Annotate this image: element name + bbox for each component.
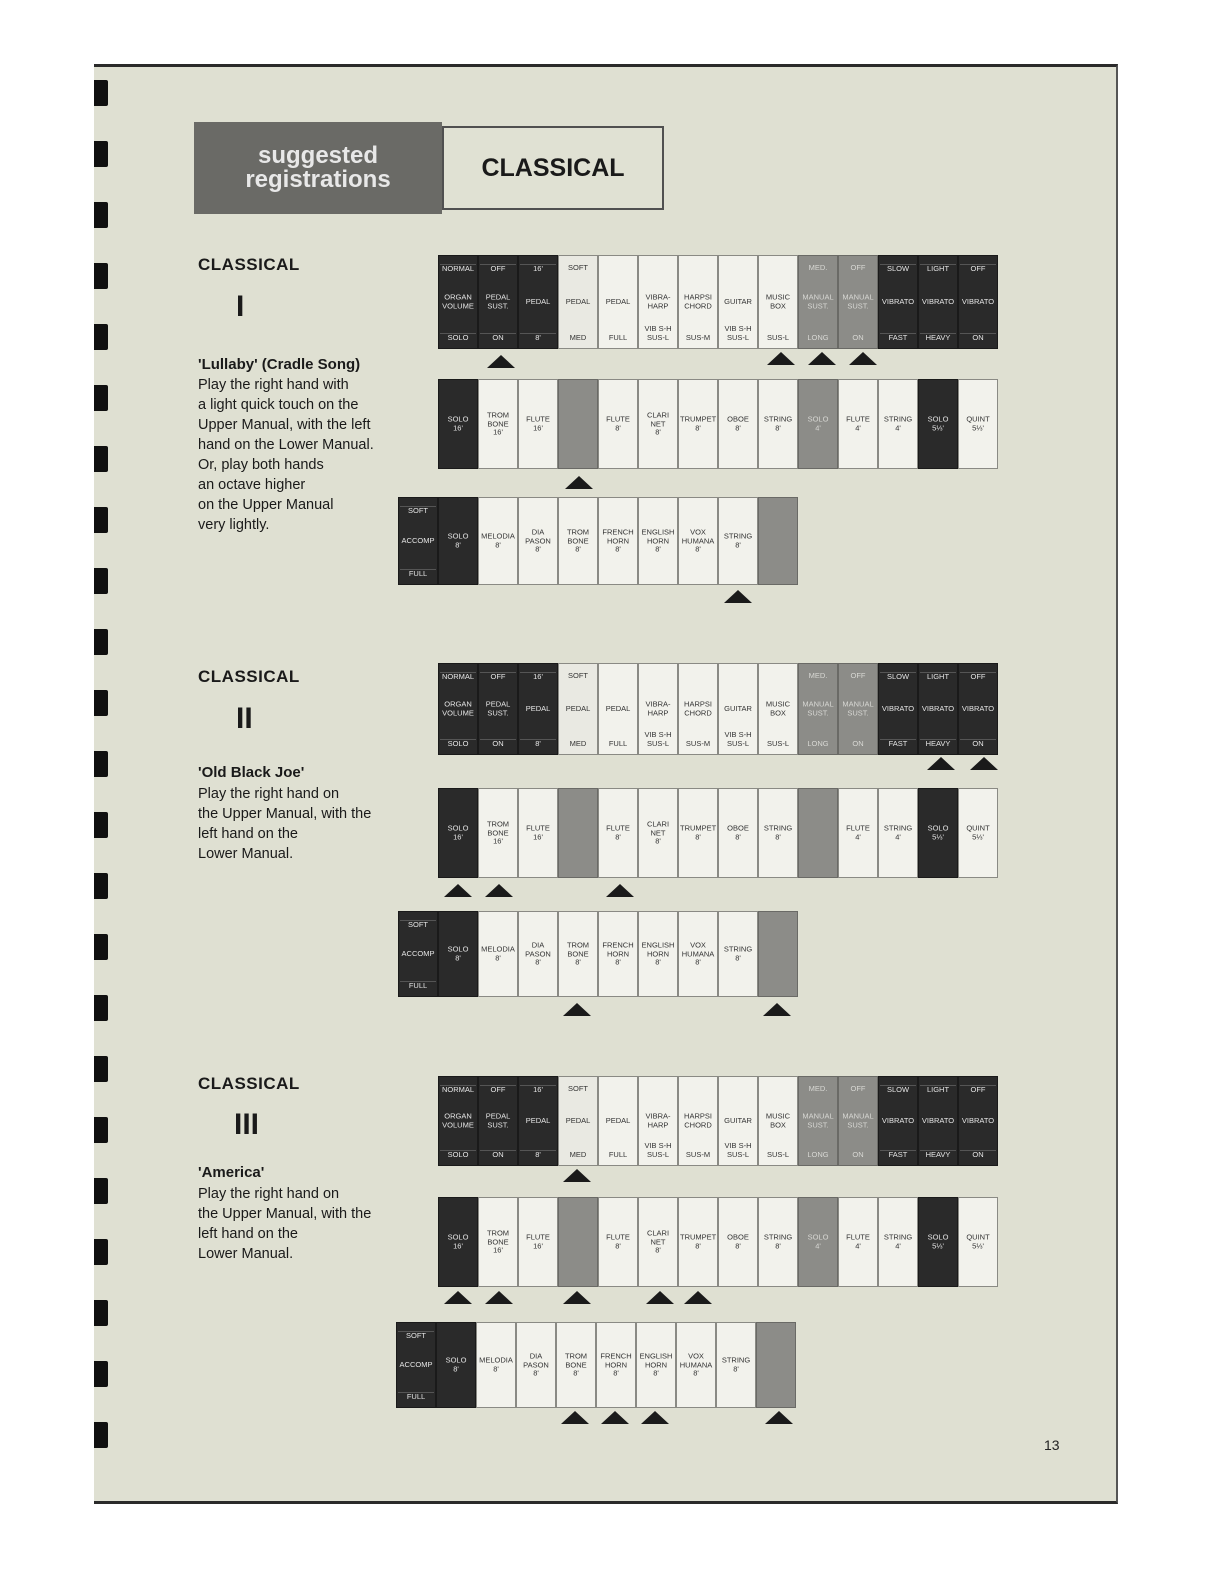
tab-trombone-16[interactable]: TROM BONE 16' — [478, 379, 518, 469]
tab-accomp[interactable]: SOFT ACCOMP FULL — [396, 1322, 436, 1408]
tab-pedal-full[interactable]: PEDAL FULL — [598, 1076, 638, 1166]
tab-guitar[interactable]: GUITAR VIB S-H SUS-L — [718, 255, 758, 349]
tab-melodia[interactable]: MELODIA 8' — [476, 1322, 516, 1408]
arrow-indicator — [927, 757, 955, 770]
tab-vibrato-on[interactable]: OFF VIBRATO ON — [958, 255, 998, 349]
arrow-indicator — [763, 1003, 791, 1016]
tab-vibraharp[interactable]: VIBRA- HARP VIB S-H SUS-L — [638, 255, 678, 349]
binding-ring — [94, 141, 108, 167]
tab-blank[interactable] — [558, 788, 598, 878]
upper-manual-row — [438, 1197, 998, 1287]
section-1-description: Play the right hand with a light quick touch on the Upper Manual, with the left hand on the Lower Manual. Or, play both hands an octave higher on the Upper Manual very lightly. — [198, 377, 374, 533]
tab-solo-5[interactable]: SOLO 5⅓' — [918, 788, 958, 878]
lower-manual-row — [398, 911, 798, 997]
binding-ring — [94, 385, 108, 411]
binding-ring — [94, 1178, 108, 1204]
tab-flute-16[interactable]: FLUTE 16' — [518, 379, 558, 469]
tab-string-lower[interactable]: STRING 8' — [718, 911, 758, 997]
tab-solo-4[interactable]: SOLO 4' — [798, 379, 838, 469]
tab-trombone-16[interactable]: TROM BONE 16' — [478, 788, 518, 878]
header-title: CLASSICAL — [442, 126, 664, 210]
tab-clarinet-8[interactable]: CLARI NET 8' — [638, 788, 678, 878]
tab-blank[interactable] — [798, 788, 838, 878]
binding-ring — [94, 1422, 108, 1448]
tab-pedal-full[interactable]: PEDAL FULL — [598, 663, 638, 755]
binding-ring — [94, 1117, 108, 1143]
binding-ring — [94, 873, 108, 899]
tab-vibrato-heavy[interactable]: LIGHT VIBRATO HEAVY — [918, 663, 958, 755]
tab-vibrato-heavy[interactable]: LIGHT VIBRATO HEAVY — [918, 255, 958, 349]
section-3-description: Play the right hand on the Upper Manual, with the left hand on the Lower Manual. — [198, 1186, 372, 1262]
tab-english-horn[interactable]: ENGLISH HORN 8' — [636, 1322, 676, 1408]
tab-string-8[interactable]: STRING 8' — [758, 1197, 798, 1287]
tab-vox-humana[interactable]: VOX HUMANA 8' — [678, 497, 718, 585]
tab-music-box[interactable]: MUSIC BOX SUS-L — [758, 663, 798, 755]
tab-trombone-8[interactable]: TROM BONE 8' — [558, 911, 598, 997]
arrow-indicator — [684, 1291, 712, 1304]
arrow-indicator — [601, 1411, 629, 1424]
tab-vox-humana[interactable]: VOX HUMANA 8' — [676, 1322, 716, 1408]
tab-manual-sust-long[interactable]: MED. MANUAL SUST. LONG — [798, 663, 838, 755]
tab-pedal-16[interactable]: 16' PEDAL 8' — [518, 255, 558, 349]
tab-solo-8[interactable]: SOLO 8' — [436, 1322, 476, 1408]
arrow-indicator — [563, 1169, 591, 1182]
tab-vibrato-on[interactable]: OFF VIBRATO ON — [958, 663, 998, 755]
tab-french-horn[interactable]: FRENCH HORN 8' — [598, 497, 638, 585]
section-3-roman: III — [234, 1108, 260, 1141]
tab-diapason[interactable]: DIA PASON 8' — [518, 497, 558, 585]
tab-trombone-8[interactable]: TROM BONE 8' — [558, 497, 598, 585]
tab-solo-4[interactable]: SOLO 4' — [798, 1197, 838, 1287]
tab-pedal-16[interactable]: 16' PEDAL 8' — [518, 1076, 558, 1166]
arrow-indicator — [561, 1411, 589, 1424]
section-1-title: CLASSICAL — [198, 255, 300, 274]
section-2-song: 'Old Black Joe' — [198, 764, 305, 781]
tab-vibrato-fast[interactable]: SLOW VIBRATO FAST — [878, 663, 918, 755]
tab-clarinet-8[interactable]: CLARI NET 8' — [638, 1197, 678, 1287]
tab-manual-sust-on[interactable]: OFF MANUAL SUST. ON — [838, 255, 878, 349]
binding-ring — [94, 446, 108, 472]
section-3-title: CLASSICAL — [198, 1074, 300, 1093]
header-line1: suggested — [257, 142, 379, 169]
arrow-indicator — [487, 355, 515, 368]
tab-trumpet-8[interactable]: TRUMPET 8' — [678, 788, 718, 878]
binding-ring — [94, 934, 108, 960]
tab-solo-16[interactable]: SOLO 16' — [438, 788, 478, 878]
tab-french-horn[interactable]: FRENCH HORN 8' — [598, 911, 638, 997]
tab-flute-4[interactable]: FLUTE 4' — [838, 379, 878, 469]
tab-manual-sust-on[interactable]: OFF MANUAL SUST. ON — [838, 1076, 878, 1166]
arrow-indicator — [767, 352, 795, 365]
binding-ring — [94, 568, 108, 594]
tab-music-box[interactable]: MUSIC BOX SUS-L — [758, 255, 798, 349]
binding-ring — [94, 751, 108, 777]
tab-flute-4[interactable]: FLUTE 4' — [838, 788, 878, 878]
binding-ring — [94, 1300, 108, 1326]
tab-quint[interactable]: QUINT 5⅓' — [958, 1197, 998, 1287]
tab-flute-8[interactable]: FLUTE 8' — [598, 379, 638, 469]
tab-oboe-8[interactable]: OBOE 8' — [718, 788, 758, 878]
tab-string-4[interactable]: STRING 4' — [878, 379, 918, 469]
binding-ring — [94, 629, 108, 655]
tab-trombone-8[interactable]: TROM BONE 8' — [556, 1322, 596, 1408]
arrow-indicator — [970, 757, 998, 770]
tab-vox-humana[interactable]: VOX HUMANA 8' — [678, 911, 718, 997]
binding-ring — [94, 1361, 108, 1387]
tab-pedal-med[interactable]: SOFT PEDAL MED — [558, 255, 598, 349]
section-3-song: 'America' — [198, 1164, 265, 1181]
tab-diapason[interactable]: DIA PASON 8' — [516, 1322, 556, 1408]
tab-vibrato-on[interactable]: OFF VIBRATO ON — [958, 1076, 998, 1166]
tab-flute-8[interactable]: FLUTE 8' — [598, 788, 638, 878]
arrow-indicator — [563, 1291, 591, 1304]
tab-pedal-sust[interactable]: OFF PEDAL SUST. ON — [478, 663, 518, 755]
arrow-indicator — [849, 352, 877, 365]
tab-blank[interactable] — [758, 497, 798, 585]
arrow-indicator — [485, 884, 513, 897]
page-header — [194, 122, 666, 214]
tab-trombone-16[interactable]: TROM BONE 16' — [478, 1197, 518, 1287]
binding-ring — [94, 995, 108, 1021]
tab-quint[interactable]: QUINT 5⅓' — [958, 788, 998, 878]
page-number: 13 — [1044, 1437, 1060, 1453]
binding-ring — [94, 1056, 108, 1082]
arrow-indicator — [646, 1291, 674, 1304]
tab-vibrato-fast[interactable]: SLOW VIBRATO FAST — [878, 255, 918, 349]
section-2-description: Play the right hand on the Upper Manual, with the left hand on the Lower Manual. — [198, 786, 372, 862]
section-1-roman: I — [236, 290, 245, 323]
pedal-control-row — [438, 663, 998, 755]
tab-string-lower[interactable]: STRING 8' — [716, 1322, 756, 1408]
tab-blank[interactable] — [758, 911, 798, 997]
binding-ring — [94, 690, 108, 716]
arrow-indicator — [485, 1291, 513, 1304]
tab-harpsichord[interactable]: HARPSI CHORD SUS-M — [678, 255, 718, 349]
binding-ring — [94, 263, 108, 289]
lower-manual-row — [398, 497, 798, 585]
arrow-indicator — [641, 1411, 669, 1424]
tab-pedal-sust[interactable]: OFF PEDAL SUST. ON — [478, 255, 518, 349]
tab-english-horn[interactable]: ENGLISH HORN 8' — [638, 911, 678, 997]
arrow-indicator — [765, 1411, 793, 1424]
tab-vibrato-fast[interactable]: SLOW VIBRATO FAST — [878, 1076, 918, 1166]
tab-solo-16[interactable]: SOLO 16' — [438, 379, 478, 469]
tab-pedal-full[interactable]: PEDAL FULL — [598, 255, 638, 349]
header-line2: registrations — [245, 166, 391, 193]
tab-solo-8[interactable]: SOLO 8' — [438, 497, 478, 585]
tab-pedal-med[interactable]: SOFT PEDAL MED — [558, 663, 598, 755]
tab-pedal-med[interactable]: SOFT PEDAL MED — [558, 1076, 598, 1166]
tab-melodia[interactable]: MELODIA 8' — [478, 911, 518, 997]
pedal-control-row — [438, 1076, 998, 1166]
tab-guitar[interactable]: GUITAR VIB S-H SUS-L — [718, 663, 758, 755]
arrow-indicator — [808, 352, 836, 365]
tab-trumpet-8[interactable]: TRUMPET 8' — [678, 379, 718, 469]
tab-blank[interactable] — [558, 379, 598, 469]
tab-vibrato-heavy[interactable]: LIGHT VIBRATO HEAVY — [918, 1076, 958, 1166]
section-1-song: 'Lullaby' (Cradle Song) — [198, 356, 361, 373]
pedal-control-row — [438, 255, 998, 349]
tab-harpsichord[interactable]: HARPSI CHORD SUS-M — [678, 663, 718, 755]
tab-music-box[interactable]: MUSIC BOX SUS-L — [758, 1076, 798, 1166]
arrow-indicator — [565, 476, 593, 489]
tab-quint[interactable]: QUINT 5⅓' — [958, 379, 998, 469]
tab-vibraharp[interactable]: VIBRA- HARP VIB S-H SUS-L — [638, 1076, 678, 1166]
tab-oboe-8[interactable]: OBOE 8' — [718, 1197, 758, 1287]
tab-string-8[interactable]: STRING 8' — [758, 379, 798, 469]
tab-accomp[interactable]: SOFT ACCOMP FULL — [398, 911, 438, 997]
tab-vibraharp[interactable]: VIBRA- HARP VIB S-H SUS-L — [638, 663, 678, 755]
tab-harpsichord[interactable]: HARPSI CHORD SUS-M — [678, 1076, 718, 1166]
tab-manual-sust-long[interactable]: MED. MANUAL SUST. LONG — [798, 255, 838, 349]
tab-accomp[interactable]: SOFT ACCOMP FULL — [398, 497, 438, 585]
tab-oboe-8[interactable]: OBOE 8' — [718, 379, 758, 469]
tab-manual-sust-on[interactable]: OFF MANUAL SUST. ON — [838, 663, 878, 755]
tab-pedal-16[interactable]: 16' PEDAL 8' — [518, 663, 558, 755]
arrow-indicator — [563, 1003, 591, 1016]
tab-flute-4[interactable]: FLUTE 4' — [838, 1197, 878, 1287]
binding-ring — [94, 507, 108, 533]
spiral-binding — [94, 64, 116, 1504]
tab-organ-volume[interactable]: NORMAL ORGAN VOLUME SOLO — [438, 255, 478, 349]
tab-string-4[interactable]: STRING 4' — [878, 788, 918, 878]
tab-pedal-sust[interactable]: OFF PEDAL SUST. ON — [478, 1076, 518, 1166]
binding-ring — [94, 202, 108, 228]
tab-melodia[interactable]: MELODIA 8' — [478, 497, 518, 585]
tab-string-4[interactable]: STRING 4' — [878, 1197, 918, 1287]
tab-organ-volume[interactable]: NORMAL ORGAN VOLUME SOLO — [438, 663, 478, 755]
tab-diapason[interactable]: DIA PASON 8' — [518, 911, 558, 997]
tab-clarinet-8[interactable]: CLARI NET 8' — [638, 379, 678, 469]
header-label — [194, 122, 442, 214]
tab-blank[interactable] — [558, 1197, 598, 1287]
tab-flute-8[interactable]: FLUTE 8' — [598, 1197, 638, 1287]
tab-solo-16[interactable]: SOLO 16' — [438, 1197, 478, 1287]
section-2-title: CLASSICAL — [198, 667, 300, 686]
tab-english-horn[interactable]: ENGLISH HORN 8' — [638, 497, 678, 585]
binding-ring — [94, 80, 108, 106]
section-2-roman: II — [236, 702, 253, 735]
tab-organ-volume[interactable]: NORMAL ORGAN VOLUME SOLO — [438, 1076, 478, 1166]
tab-solo-5[interactable]: SOLO 5⅓' — [918, 379, 958, 469]
binding-ring — [94, 812, 108, 838]
upper-manual-row — [438, 379, 998, 469]
tab-guitar[interactable]: GUITAR VIB S-H SUS-L — [718, 1076, 758, 1166]
tab-solo-8[interactable]: SOLO 8' — [438, 911, 478, 997]
tab-solo-5[interactable]: SOLO 5⅓' — [918, 1197, 958, 1287]
binding-ring — [94, 324, 108, 350]
tab-string-lower[interactable]: STRING 8' — [718, 497, 758, 585]
tab-string-8[interactable]: STRING 8' — [758, 788, 798, 878]
arrow-indicator — [444, 1291, 472, 1304]
tab-french-horn[interactable]: FRENCH HORN 8' — [596, 1322, 636, 1408]
tab-flute-16[interactable]: FLUTE 16' — [518, 788, 558, 878]
tab-flute-16[interactable]: FLUTE 16' — [518, 1197, 558, 1287]
arrow-indicator — [444, 884, 472, 897]
arrow-indicator — [606, 884, 634, 897]
binding-ring — [94, 1239, 108, 1265]
tab-manual-sust-long[interactable]: MED. MANUAL SUST. LONG — [798, 1076, 838, 1166]
lower-manual-row — [396, 1322, 796, 1408]
tab-trumpet-8[interactable]: TRUMPET 8' — [678, 1197, 718, 1287]
upper-manual-row — [438, 788, 998, 878]
arrow-indicator — [724, 590, 752, 603]
tab-blank[interactable] — [756, 1322, 796, 1408]
